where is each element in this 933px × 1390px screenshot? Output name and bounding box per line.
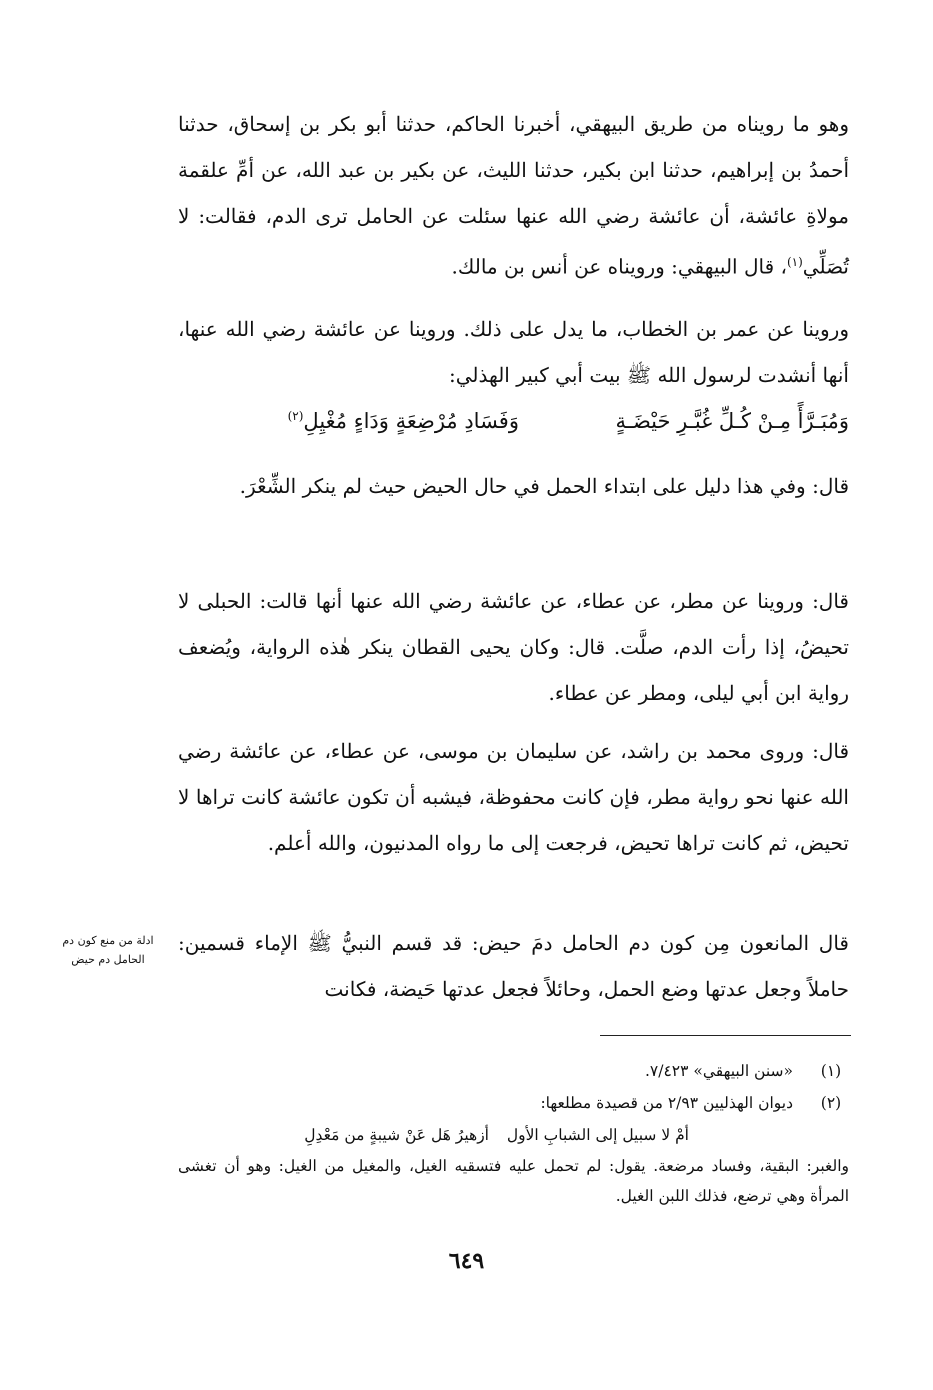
footnote-ref-1[interactable]: (١): [786, 255, 803, 269]
verse-hemistich-2-text: وَفَسَادِ مُرْضِعَةٍ وَدَاءٍ مُغْيِلِ: [303, 409, 519, 433]
footnote-2-gloss: والغبر: البقية، وفساد مرضعة. يقول: لم تحمل عليه فتسقيه الغيل، والمغيل من الغيل: وهو أن تغشى المرأة وهي ترضع، فذلك اللبن الغيل.: [178, 1157, 849, 1205]
poetry-verse: [180, 403, 849, 449]
paragraph-5: [178, 728, 849, 866]
paragraph-3-text: قال: وفي هذا دليل على ابتداء الحمل في حال الحيض حيث لم ينكر الشِّعْرَ.: [239, 474, 849, 498]
footnote-2: [178, 1087, 849, 1119]
footnote-1-text: «سنن البيهقي» ٧/٤٢٣.: [644, 1062, 793, 1080]
footnote-divider: [600, 1035, 851, 1036]
footnote-1-number: (١): [820, 1062, 842, 1080]
paragraph-6-text: قال المانعون مِن كون دم الحامل دمَ حيض: قد قسم النبيُّ ﷺ الإماء قسمين: حاملاً وجعل عدتها وضع الحمل، وحائلاً فجعل عدتها حَيضة، فكانت: [178, 931, 849, 1001]
paragraph-6: [178, 920, 849, 1012]
paragraph-2-text: وروينا عن عمر بن الخطاب، ما يدل على ذلك. وروينا عن عائشة رضي الله عنها، أنها أنشدت لرسول الله ﷺ بيت أبي كبير الهذلي:: [178, 317, 849, 387]
paragraph-1-text: وهو ما رويناه من طريق البيهقي، أخبرنا الحاكم، حدثنا أبو بكر بن إسحاق، حدثنا أحمدُ بن إبراهيم، حدثنا ابن بكير، حدثنا الليث، عن بكير بن عبد الله، عن أمِّ علقمة مولاةِ عائشة، أن عائشة رضي الله عنها سئلت عن الحامل ترى الدم، فقالت: لا تُصَلِّي: [178, 112, 849, 279]
margin-note: ادلة من منع كون دم الحامل دم حيض: [62, 934, 154, 966]
paragraph-5-text: قال: وروى محمد بن راشد، عن سليمان بن موسى، عن عطاء، عن عائشة رضي الله عنها نحو رواية مطر، فإن كانت محفوظة، فيشبه أن تكون عائشة كانت تراها لا تحيض، ثم كانت تراها تحيض، فرجعت إلى ما رواه المدنيون، والله أعلم.: [178, 739, 849, 855]
verse-hemistich-2: [288, 409, 519, 433]
footnote-verse-hemistich-2: أمْ لا سبيل إلى الشبابِ الأول: [506, 1126, 689, 1144]
footnote-2-text: ديوان الهذليين ٢/٩٣ من قصيدة مطلعها:: [540, 1094, 793, 1112]
footnote-2-verse: [178, 1119, 849, 1151]
footnote-1: [178, 1055, 849, 1087]
page-number: ٦٤٩: [448, 1248, 485, 1274]
paragraph-2: [178, 306, 849, 398]
footnote-2-number: (٢): [820, 1094, 842, 1112]
footnote-verse-hemistich-1: أزهيرُ هَل عَنْ شيبةٍ من مَعْدِلِ: [304, 1126, 489, 1144]
paragraph-3: [178, 463, 849, 509]
footnote-ref-2[interactable]: (٢): [287, 409, 304, 423]
verse-hemistich-1: وَمُبَـرَّأً مِـنْ كُـلِّ غُبَّـرِ حَيْضَـةٍ: [615, 409, 849, 433]
paragraph-4: [178, 578, 849, 716]
paragraph-4-text: قال: وروينا عن مطر، عن عطاء، عن عائشة رضي الله عنها أنها قالت: الحبلى لا تحيضُ، إذا رأت الدم، صلَّت. قال: وكان يحيى القطان ينكر هٰذه الرواية، ويُضعف رواية ابن أبي ليلى، ومطر عن عطاء.: [178, 589, 849, 705]
footnotes: [178, 1055, 849, 1211]
paragraph-1-tail: ، قال البيهقي: ورويناه عن أنس بن مالك.: [451, 254, 787, 279]
paragraph-1: [178, 101, 849, 290]
